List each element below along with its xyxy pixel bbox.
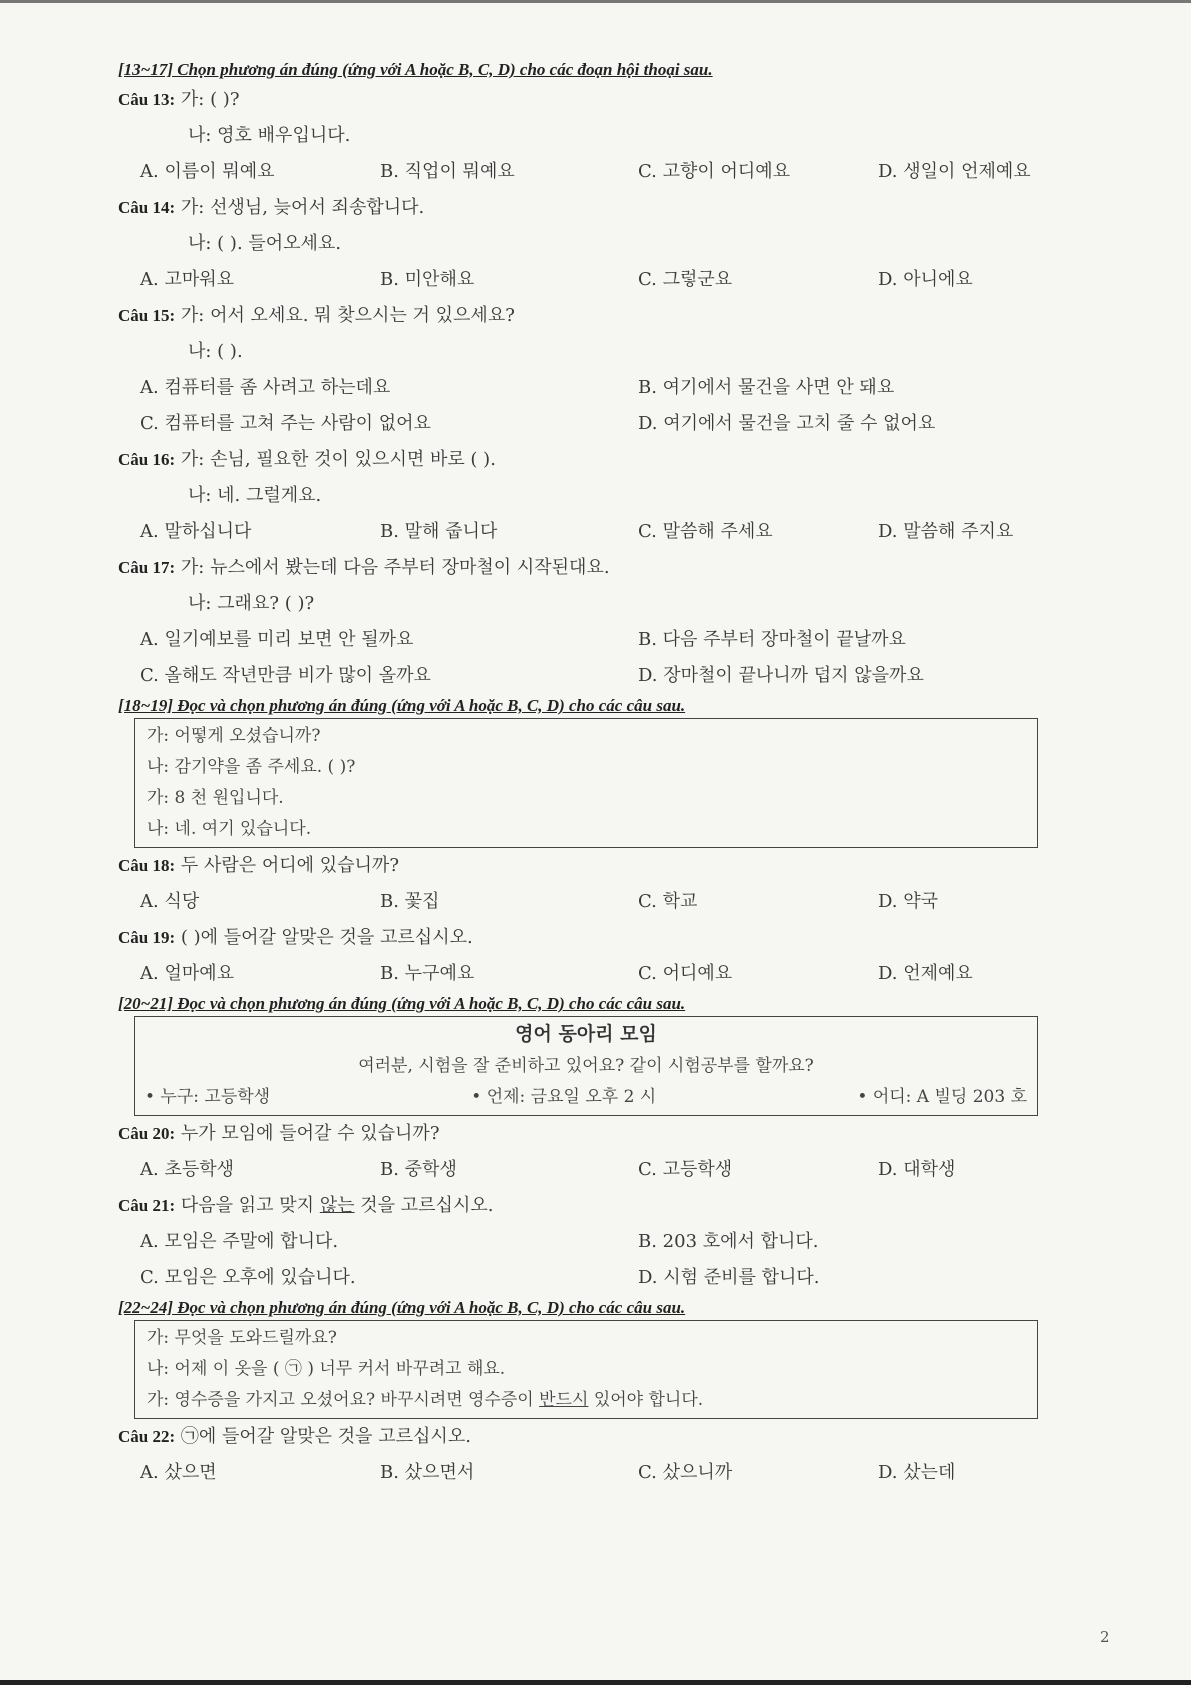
option-d[interactable]: D. 대학생 (878, 1159, 956, 1180)
dialog-reply: 나: 영호 배우입니다. (188, 125, 351, 146)
dialog-reply: 나: ( ). 들어오세요. (188, 233, 342, 254)
question-text: 가: ( )? (180, 89, 240, 110)
question-13 (118, 82, 1058, 118)
notice-box (134, 1016, 1038, 1116)
question-text-b: 것을 고르십시오. (354, 1195, 494, 1216)
question-number: Câu 20: (118, 1124, 176, 1143)
option-d[interactable]: D. 여기에서 물건을 고치 줄 수 없어요 (638, 413, 936, 434)
question-text: ㉠에 들어갈 알맞은 것을 고르십시오. (180, 1426, 471, 1447)
page-number: 2 (1100, 1628, 1110, 1646)
dialog-line: 나: 네. 여기 있습니다. (147, 819, 312, 839)
option-a[interactable]: A. 식당 (140, 891, 200, 912)
question-text: 두 사람은 어디에 있습니까? (180, 855, 399, 876)
option-a[interactable]: A. 말하십니다 (140, 521, 252, 542)
options-15-row2 (118, 406, 1058, 442)
options-22 (118, 1455, 1058, 1491)
question-number: Câu 22: (118, 1427, 176, 1446)
option-b[interactable]: B. 직업이 뭐예요 (380, 161, 515, 182)
options-17-row1 (118, 622, 1058, 658)
question-number: Câu 15: (118, 306, 176, 325)
question-text: 가: 어서 오세요. 뭐 찾으시는 거 있으세요? (180, 305, 515, 326)
options-19 (118, 956, 1058, 992)
options-16 (118, 514, 1058, 550)
option-c[interactable]: C. 그렇군요 (638, 269, 733, 290)
underlined-word: 반드시 (539, 1390, 589, 1410)
question-text-a: 다음을 읽고 맞지 (180, 1195, 320, 1216)
notice-info-row (145, 1082, 1027, 1113)
notice-when: • 언제: 금요일 오후 2 시 (471, 1087, 657, 1107)
option-a[interactable]: A. 모임은 주말에 합니다. (140, 1231, 339, 1252)
option-d[interactable]: D. 약국 (878, 891, 939, 912)
options-15-row1 (118, 370, 1058, 406)
option-d[interactable]: D. 말씀해 주지요 (878, 521, 1014, 542)
section-heading-13-17: [13~17] Chọn phương án đúng (ứng với A hoặc B, C, D) cho các đoạn hội thoại sau. (118, 60, 713, 79)
question-number: Câu 19: (118, 928, 176, 947)
question-22 (118, 1419, 1058, 1455)
dialog-line: 나: 감기약을 좀 주세요. ( )? (147, 757, 356, 777)
question-text: 가: 뉴스에서 봤는데 다음 주부터 장마철이 시작된대요. (180, 557, 610, 578)
dialog-text-a: 가: 영수증을 가지고 오셨어요? 바꾸시려면 영수증이 (147, 1390, 540, 1410)
options-21-row1 (118, 1224, 1058, 1260)
question-14 (118, 190, 1058, 226)
exam-page (118, 58, 1058, 1491)
dialog-box-22 (134, 1320, 1038, 1419)
question-number: Câu 13: (118, 90, 176, 109)
option-d[interactable]: D. 아니에요 (878, 269, 973, 290)
option-d[interactable]: D. 샀는데 (878, 1462, 956, 1483)
dialog-reply: 나: 그래요? ( )? (188, 593, 315, 614)
section-heading-18-19: [18~19] Đọc và chọn phương án đúng (ứng với A hoặc B, C, D) cho các câu sau. (118, 696, 686, 715)
option-a[interactable]: A. 이름이 뭐예요 (140, 161, 275, 182)
notice-body: 여러분, 시험을 잘 준비하고 있어요? 같이 시험공부를 할까요? (358, 1056, 814, 1076)
option-b[interactable]: B. 다음 주부터 장마철이 끝날까요 (638, 629, 906, 650)
option-b[interactable]: B. 꽃집 (380, 891, 440, 912)
option-c[interactable]: C. 학교 (638, 891, 698, 912)
question-19 (118, 920, 1058, 956)
options-13 (118, 154, 1058, 190)
option-c[interactable]: C. 말씀해 주세요 (638, 521, 773, 542)
option-c[interactable]: C. 모임은 오후에 있습니다. (140, 1267, 356, 1288)
option-b[interactable]: B. 203 호에서 합니다. (638, 1231, 819, 1252)
dialog-line (147, 1385, 1025, 1416)
dialog-line: 가: 무엇을 도와드릴까요? (147, 1328, 337, 1348)
question-number: Câu 18: (118, 856, 176, 875)
options-18 (118, 884, 1058, 920)
question-number: Câu 14: (118, 198, 176, 217)
dialog-reply: 나: ( ). (188, 341, 243, 362)
dialog-text-b: 있어야 합니다. (588, 1390, 704, 1410)
notice-who: • 누구: 고등학생 (145, 1087, 271, 1107)
option-c[interactable]: C. 컴퓨터를 고쳐 주는 사람이 없어요 (140, 413, 431, 434)
options-14 (118, 262, 1058, 298)
question-number: Câu 16: (118, 450, 176, 469)
dialog-line: 나: 어제 이 옷을 ( ㉠ ) 너무 커서 바꾸려고 해요. (147, 1359, 506, 1379)
question-text: 누가 모임에 들어갈 수 있습니까? (180, 1123, 440, 1144)
option-c[interactable]: C. 샀으니까 (638, 1462, 733, 1483)
option-a[interactable]: A. 초등학생 (140, 1159, 234, 1180)
option-a[interactable]: A. 고마워요 (140, 269, 234, 290)
question-15 (118, 298, 1058, 334)
option-b[interactable]: B. 여기에서 물건을 사면 안 돼요 (638, 377, 895, 398)
question-text: ( )에 들어갈 알맞은 것을 고르십시오. (180, 927, 473, 948)
dialog-line: 가: 8 천 원입니다. (147, 788, 284, 808)
question-text: 가: 손님, 필요한 것이 있으시면 바로 ( ). (180, 449, 496, 470)
option-a[interactable]: A. 얼마예요 (140, 963, 234, 984)
question-number: Câu 21: (118, 1196, 176, 1215)
dialog-reply: 나: 네. 그럴게요. (188, 485, 322, 506)
dialog-box-18 (134, 718, 1038, 848)
option-d[interactable]: D. 생일이 언제예요 (878, 161, 1031, 182)
option-b[interactable]: B. 샀으면서 (380, 1462, 475, 1483)
option-b[interactable]: B. 미안해요 (380, 269, 475, 290)
option-c[interactable]: C. 고향이 어디예요 (638, 161, 791, 182)
option-c[interactable]: C. 어디예요 (638, 963, 733, 984)
question-20 (118, 1116, 1058, 1152)
option-a[interactable]: A. 컴퓨터를 좀 사려고 하는데요 (140, 377, 391, 398)
question-text: 가: 선생님, 늦어서 죄송합니다. (180, 197, 425, 218)
underlined-word: 않는 (319, 1195, 355, 1216)
scan-top-edge (0, 0, 1191, 3)
option-a[interactable]: A. 샀으면 (140, 1462, 217, 1483)
section-heading-20-21: [20~21] Đọc và chọn phương án đúng (ứng với A hoặc B, C, D) cho các câu sau. (118, 994, 686, 1013)
scan-bottom-edge (0, 1680, 1191, 1685)
option-c[interactable]: C. 올해도 작년만큼 비가 많이 올까요 (140, 665, 431, 686)
option-b[interactable]: B. 누구예요 (380, 963, 475, 984)
option-c[interactable]: C. 고등학생 (638, 1159, 733, 1180)
question-number: Câu 17: (118, 558, 176, 577)
option-d[interactable]: D. 시험 준비를 합니다. (638, 1267, 820, 1288)
section-heading-22-24: [22~24] Đọc và chọn phương án đúng (ứng với A hoặc B, C, D) cho các câu sau. (118, 1298, 686, 1317)
option-d[interactable]: D. 장마철이 끝나니까 덥지 않을까요 (638, 665, 924, 686)
notice-title: 영어 동아리 모임 (515, 1023, 657, 1045)
options-17-row2 (118, 658, 1058, 694)
option-b[interactable]: B. 중학생 (380, 1159, 457, 1180)
question-21 (118, 1188, 1058, 1224)
dialog-line: 가: 어떻게 오셨습니까? (147, 726, 321, 746)
options-20 (118, 1152, 1058, 1188)
option-d[interactable]: D. 언제예요 (878, 963, 973, 984)
option-a[interactable]: A. 일기예보를 미리 보면 안 될까요 (140, 629, 414, 650)
question-16 (118, 442, 1058, 478)
option-b[interactable]: B. 말해 줍니다 (380, 521, 498, 542)
options-21-row2 (118, 1260, 1058, 1296)
question-17 (118, 550, 1058, 586)
question-18 (118, 848, 1058, 884)
notice-where: • 어디: A 빌딩 203 호 (857, 1087, 1027, 1107)
